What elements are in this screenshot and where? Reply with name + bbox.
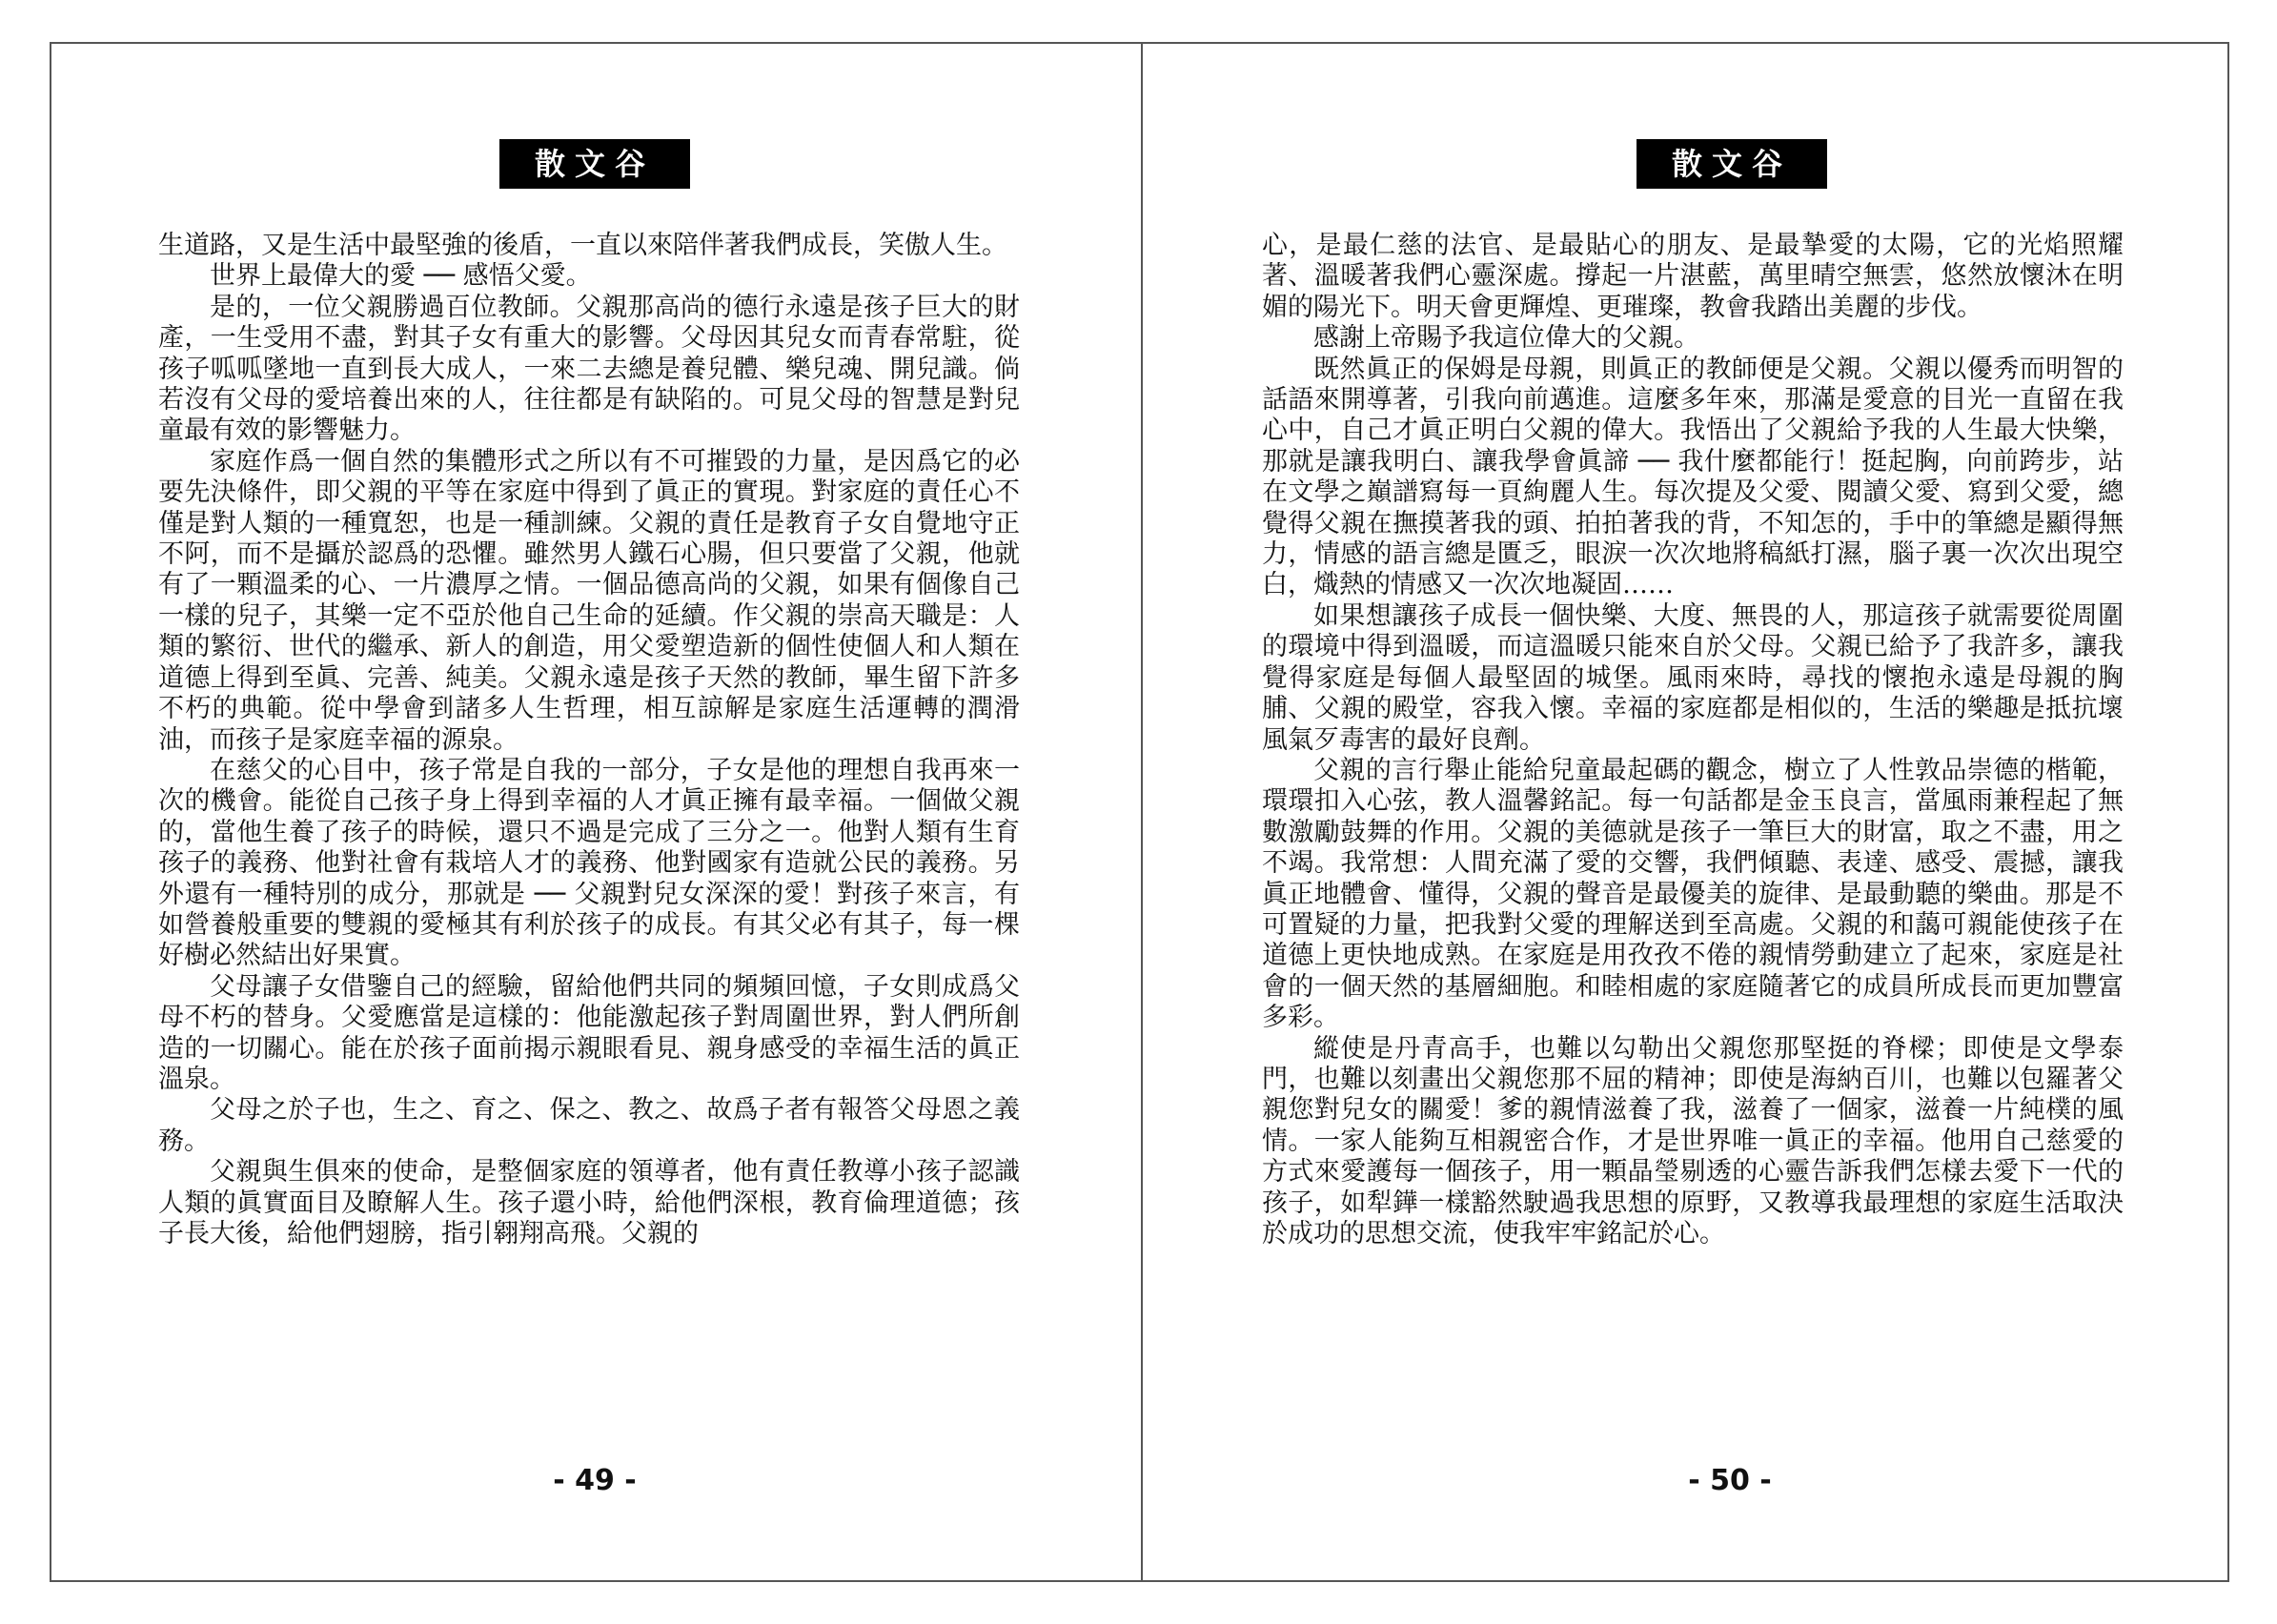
- page-body: [158, 231, 1020, 1249]
- right-page: [1143, 44, 2230, 1580]
- paragraph: 家庭作爲一個自然的集體形式之所以有不可摧毀的力量，是因爲它的必要先決條件，即父親的平等在家庭中得到了眞正的實現。對家庭的責任心不僅是對人類的一種寬恕，也是一種訓練。父親的責任是教育子女自覺地守正不阿，而不是攝於認爲的恐懼。雖然男人鐵石心腸，但只要當了父親，他就有了一顆溫柔的心、一片濃厚之情。一個品德高尚的父親，如果有個像自己一樣的兒子，其樂一定不亞於他自己生命的延續。作父親的崇高天職是：人類的繁衍、世代的繼承、新人的創造，用父愛塑造新的個性使個人和人類在道德上得到至眞、完善、純美。父親永遠是孩子天然的教師，畢生留下許多不朽的典範。從中學會到諸多人生哲理，相互諒解是家庭生活運轉的潤滑油，而孩子是家庭幸福的源泉。: [158, 446, 1020, 755]
- paragraph: 父母之於子也，生之、育之、保之、教之、故爲子者有報答父母恩之義務。: [158, 1095, 1020, 1156]
- paragraph: 父母讓子女借鑒自己的經驗，留給他們共同的頻頻回憶，子女則成爲父母不朽的替身。父愛應當是這樣的：他能激起孩子對周圍世界，對人們所創造的一切關心。能在於孩子面前揭示親眼看見、親身感受的幸福生活的眞正溫泉。: [158, 971, 1020, 1094]
- paragraph: 縱使是丹青高手，也難以勾勒出父親您那堅挺的脊樑；即使是文學泰門，也難以刻畫出父親您那不屈的精神；即使是海納百川，也難以包羅著父親您對兒女的關愛！爹的親情滋養了我，滋養了一個家，滋養一片純樸的風情。一家人能夠互相親密合作，才是世界唯一眞正的幸福。他用自己慈愛的方式來愛護每一個孩子，用一顆晶瑩剔透的心靈告訴我們怎樣去愛下一代的孩子，如犁鏵一樣豁然駛過我思想的原野，又教導我最理想的家庭生活取決於成功的思想交流，使我牢牢銘記於心。: [1262, 1033, 2124, 1248]
- page-body: [1262, 231, 2124, 1249]
- paragraph: 父親的言行舉止能給兒童最起碼的觀念，樹立了人性敦品崇德的楷範，環環扣入心弦，教人溫馨銘記。每一句話都是金玉良言，當風雨兼程起了無數激勵鼓舞的作用。父親的美德就是孩子一筆巨大的財富，取之不盡，用之不竭。我常想：人間充滿了愛的交響，我們傾聽、表達、感受、震撼，讓我眞正地體會、懂得，父親的聲音是最優美的旋律、是最動聽的樂曲。那是不可置疑的力量，把我對父愛的理解送到至高處。父親的和藹可親能使孩子在道德上更快地成熟。在家庭是用孜孜不倦的親情勞動建立了起來，家庭是社會的一個天然的基層細胞。和睦相處的家庭隨著它的成員所成長而更加豐富多彩。: [1262, 755, 2124, 1033]
- paragraph: 心，是最仁慈的法官、是最貼心的朋友、是最摯愛的太陽，它的光焰照耀著、溫暖著我們心靈深處。撐起一片湛藍，萬里晴空無雲，悠然放懷沐在明媚的陽光下。明天會更輝煌、更璀璨，教會我踏出美麗的步伐。: [1262, 231, 2124, 322]
- paragraph: 世界上最偉大的愛 ── 感悟父愛。: [210, 261, 592, 292]
- page-number: - 49 -: [553, 1464, 637, 1497]
- paragraph: 如果想讓孩子成長一個快樂、大度、無畏的人，那這孩子就需要從周圍的環境中得到溫暖，而這溫暖只能來自於父母。父親已給予了我許多，讓我覺得家庭是每個人最堅固的城堡。風雨來時，尋找的懷抱永遠是母親的胸脯、父親的殿堂，容我入懷。幸福的家庭都是相似的，生活的樂趣是抵抗壞風氣歹毒害的最好良劑。: [1262, 600, 2124, 755]
- paragraph: 是的，一位父親勝過百位教師。父親那高尚的德行永遠是孩子巨大的財產，一生受用不盡，對其子女有重大的影響。父母因其兒女而青春常駐，從孩子呱呱墜地一直到長大成人，一來二去總是養兒體、樂兒魂、開兒識。倘若沒有父母的愛培養出來的人，往往都是有缺陷的。可見父母的智慧是對兒童最有效的影響魅力。: [158, 292, 1020, 446]
- paragraph: 生道路，又是生活中最堅強的後盾，一直以來陪伴著我們成長，笑傲人生。: [158, 231, 1007, 260]
- paragraph: 在慈父的心目中，孩子常是自我的一部分，子女是他的理想自我再來一次的機會。能從自己孩子身上得到幸福的人才眞正擁有最幸福。一個做父親的，當他生養了孩子的時候，還只不過是完成了三分之一。他對人類有生育孩子的義務、他對社會有栽培人才的義務、他對國家有造就公民的義務。另外還有一種特別的成分，那就是 ── 父親對兒女深深的愛！對孩子來言，有如營養般重要的雙親的愛極其有利於孩子的成長。有其父必有其子，每一棵好樹必然結出好果實。: [158, 755, 1020, 971]
- paragraph: 父親與生俱來的使命，是整個家庭的領導者，他有責任教導小孩子認識人類的眞實面目及瞭解人生。孩子還小時，給他們深根，教育倫理道德；孩子長大後，給他們翅膀，指引翱翔高飛。父親的: [158, 1157, 1020, 1248]
- section-header: 散文谷: [499, 139, 690, 189]
- paragraph: 感謝上帝賜予我這位偉大的父親。: [1313, 323, 1699, 354]
- paragraph: 既然眞正的保姆是母親，則眞正的教師便是父親。父親以優秀而明智的話語來開導著，引我向前邁進。這麼多年來，那滿是愛意的目光一直留在我心中，自己才眞正明白父親的偉大。我悟出了父親給予我的人生最大快樂，那就是讓我明白、讓我學會眞諦 ── 我什麼都能行！挺起胸，向前跨步，站在文學之巔譜寫每一頁絢麗人生。每次提及父愛、閱讀父愛、寫到父愛，總覺得父親在撫摸著我的頭、拍拍著我的背，不知怎的，手中的筆總是顯得無力，情感的語言總是匱乏，眼淚一次次地將稿紙打濕，腦子裏一次次出現空白，熾熱的情感又一次次地凝固……: [1262, 354, 2124, 600]
- page-number: - 50 -: [1688, 1464, 1772, 1497]
- book-spread: [50, 42, 2229, 1582]
- left-page: [51, 44, 1139, 1580]
- section-header: 散文谷: [1637, 139, 1827, 189]
